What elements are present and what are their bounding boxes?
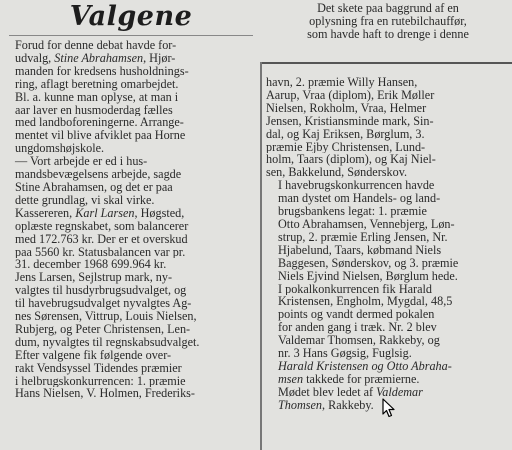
right-column <box>266 0 510 450</box>
text-line <box>3 207 259 220</box>
person-name: msen <box>278 372 304 386</box>
text-line: Niels Ejvind Nielsen, Børglum hede. <box>278 269 458 283</box>
text-line: i helbrugskonkurrencen: 1. præmie <box>15 374 186 388</box>
paragraph-prizes-intro <box>3 349 259 401</box>
text-line <box>3 52 259 65</box>
text-line: nr. 3 Hans Gøgsig, Fuglsig. <box>278 347 412 360</box>
text-line: oplæste regnskabet, som balancerer <box>15 219 189 233</box>
text-line: Bl. a. kunne man oplyse, at man i <box>15 90 179 104</box>
text-line: oplysning fra en rutebilchauffør, <box>309 14 467 28</box>
text-line: I pokalkonkurrencen fik Harald <box>278 282 432 296</box>
text-line: Aarup, Vraa (diplom), Erik Møller <box>266 88 435 102</box>
text-line: ungdomshøjskole. <box>15 142 105 156</box>
text-line: med 172.763 kr. Der er et overskud <box>15 232 188 246</box>
text-line: rakt Vendsyssel Tidendes præmier <box>15 361 182 375</box>
text-line: Rubjerg, og Peter Christensen, Len- <box>15 322 191 336</box>
text-line: havn, 2. præmie Willy Hansen, <box>266 76 418 89</box>
text-fragment: Kassereren, <box>15 206 76 220</box>
text-line: for anden gang i træk. Nr. 2 blev <box>278 321 437 335</box>
text-line: Nielsen, Rokholm, Vraa, Helmer <box>266 101 427 115</box>
text-line: Hjabelund, Taars, købmand Niels <box>278 243 442 257</box>
text-line: Hans Nielsen, V. Holmen, Frederiks- <box>15 387 195 401</box>
text-line: 31. december 1968 699.964 kr. <box>15 258 167 272</box>
text-line: præmie Ejby Christensen, Lund- <box>266 140 426 154</box>
text-line: dette grundlag, vi skal virke. <box>15 193 155 207</box>
text-line: manden for kredsens husholdnings- <box>15 64 189 78</box>
text-fragment: , Rakkeby. <box>322 398 374 412</box>
text-line: I havebrugskonkurrencen havde <box>278 179 435 193</box>
heading-rule <box>9 35 253 36</box>
text-line: ring, aflagt beretning omarbejdet. <box>15 77 179 91</box>
text-line: Valdemar Thomsen, Rakkeby, og <box>278 334 440 348</box>
person-name: Karl Larsen <box>75 206 135 220</box>
right-body <box>266 76 510 412</box>
text-line: Forud for denne debat havde for- <box>15 39 177 52</box>
text-line: man dystet om Handels- og land- <box>278 192 441 206</box>
text-line: dum, nyvalgtes til regnskabsudvalget. <box>15 335 200 349</box>
text-line: nes Sørensen, Vittrup, Louis Nielsen, <box>15 310 197 323</box>
text-fragment: udvalg, <box>15 51 55 65</box>
text-line: Det skete paa baggrund af en <box>317 2 459 15</box>
text-line: valgtes til husdyrbrugsudvalget, og <box>15 284 187 298</box>
text-line: Jens Larsen, Sejlstrup mark, ny- <box>15 271 173 285</box>
text-line: Otto Abrahamsen, Vennebjerg, Løn- <box>278 217 455 231</box>
paragraph-prizes-continued <box>266 76 510 179</box>
person-names: Harald Kristensen og Otto Abraha- <box>278 359 452 373</box>
text-line: mandsbevægelsens arbejde, sagde <box>15 168 182 181</box>
text-fragment: , Høgsted, <box>134 206 185 220</box>
text-line: holm, Taars (diplom), og Kaj Niel- <box>266 153 436 167</box>
text-line: strup, 2. præmie Erling Jensen, Nr. <box>278 230 448 244</box>
paragraph-cup-contest <box>266 283 510 360</box>
text-line: Efter valgene fik følgende over- <box>15 348 172 362</box>
text-line: til havebrugsudvalget nyvalgtes Ag- <box>15 297 192 311</box>
article-heading: Valgene <box>69 1 193 32</box>
text-line <box>266 386 510 399</box>
text-line: aar laver en husmoderdag fælles <box>15 103 173 117</box>
text-fragment: , Hjør- <box>143 51 176 65</box>
text-line: points og vandt dermed pokalen <box>278 308 435 322</box>
text-line: sen, Bakkelund, Sønderskov. <box>266 166 408 180</box>
text-line: Baggesen, Sønderskov, og 3. præmie <box>278 256 459 270</box>
text-line: Kristensen, Engholm, Mygdal, 48,5 <box>278 295 453 309</box>
person-name: Valdemar <box>376 385 423 399</box>
text-line: dal, og Kaj Eriksen, Børglum, 3. <box>266 127 425 141</box>
paragraph-garden-contest <box>266 179 510 282</box>
paragraph-treasurer <box>3 207 259 272</box>
paragraph-quote <box>3 155 259 207</box>
text-line: Jensen, Kristiansminde mark, Sin- <box>266 114 434 128</box>
text-line: mentet vil blive afviklet paa Horne <box>15 129 186 143</box>
left-column <box>3 0 259 450</box>
text-line: Stine Abrahamsen, og det er paa <box>15 180 173 194</box>
mouse-pointer-icon <box>382 398 396 418</box>
person-name: Stine Abrahamsen <box>54 51 144 65</box>
text-fragment: Mødet blev ledet af <box>278 385 377 399</box>
text-line: brugsbankens legat: 1. præmie <box>278 205 427 218</box>
paragraph-elections <box>3 271 259 348</box>
text-line: som havde haft to drenge i denne <box>307 27 469 41</box>
paragraph-household-committee <box>3 39 259 155</box>
paragraph-thanks <box>266 360 510 386</box>
text-line: med landboforeningerne. Arrange- <box>15 116 184 130</box>
text-fragment: takkede for præmierne. <box>303 372 420 386</box>
text-line: — Vort arbejde er ed i hus- <box>15 155 148 169</box>
previous-article-tail <box>266 2 510 41</box>
column-divider <box>260 62 262 450</box>
text-line <box>266 360 510 373</box>
person-name: Thomsen <box>278 398 323 412</box>
text-line <box>266 373 510 386</box>
text-line: paa 5560 kr. Statusbalancen var pr. <box>15 245 186 259</box>
